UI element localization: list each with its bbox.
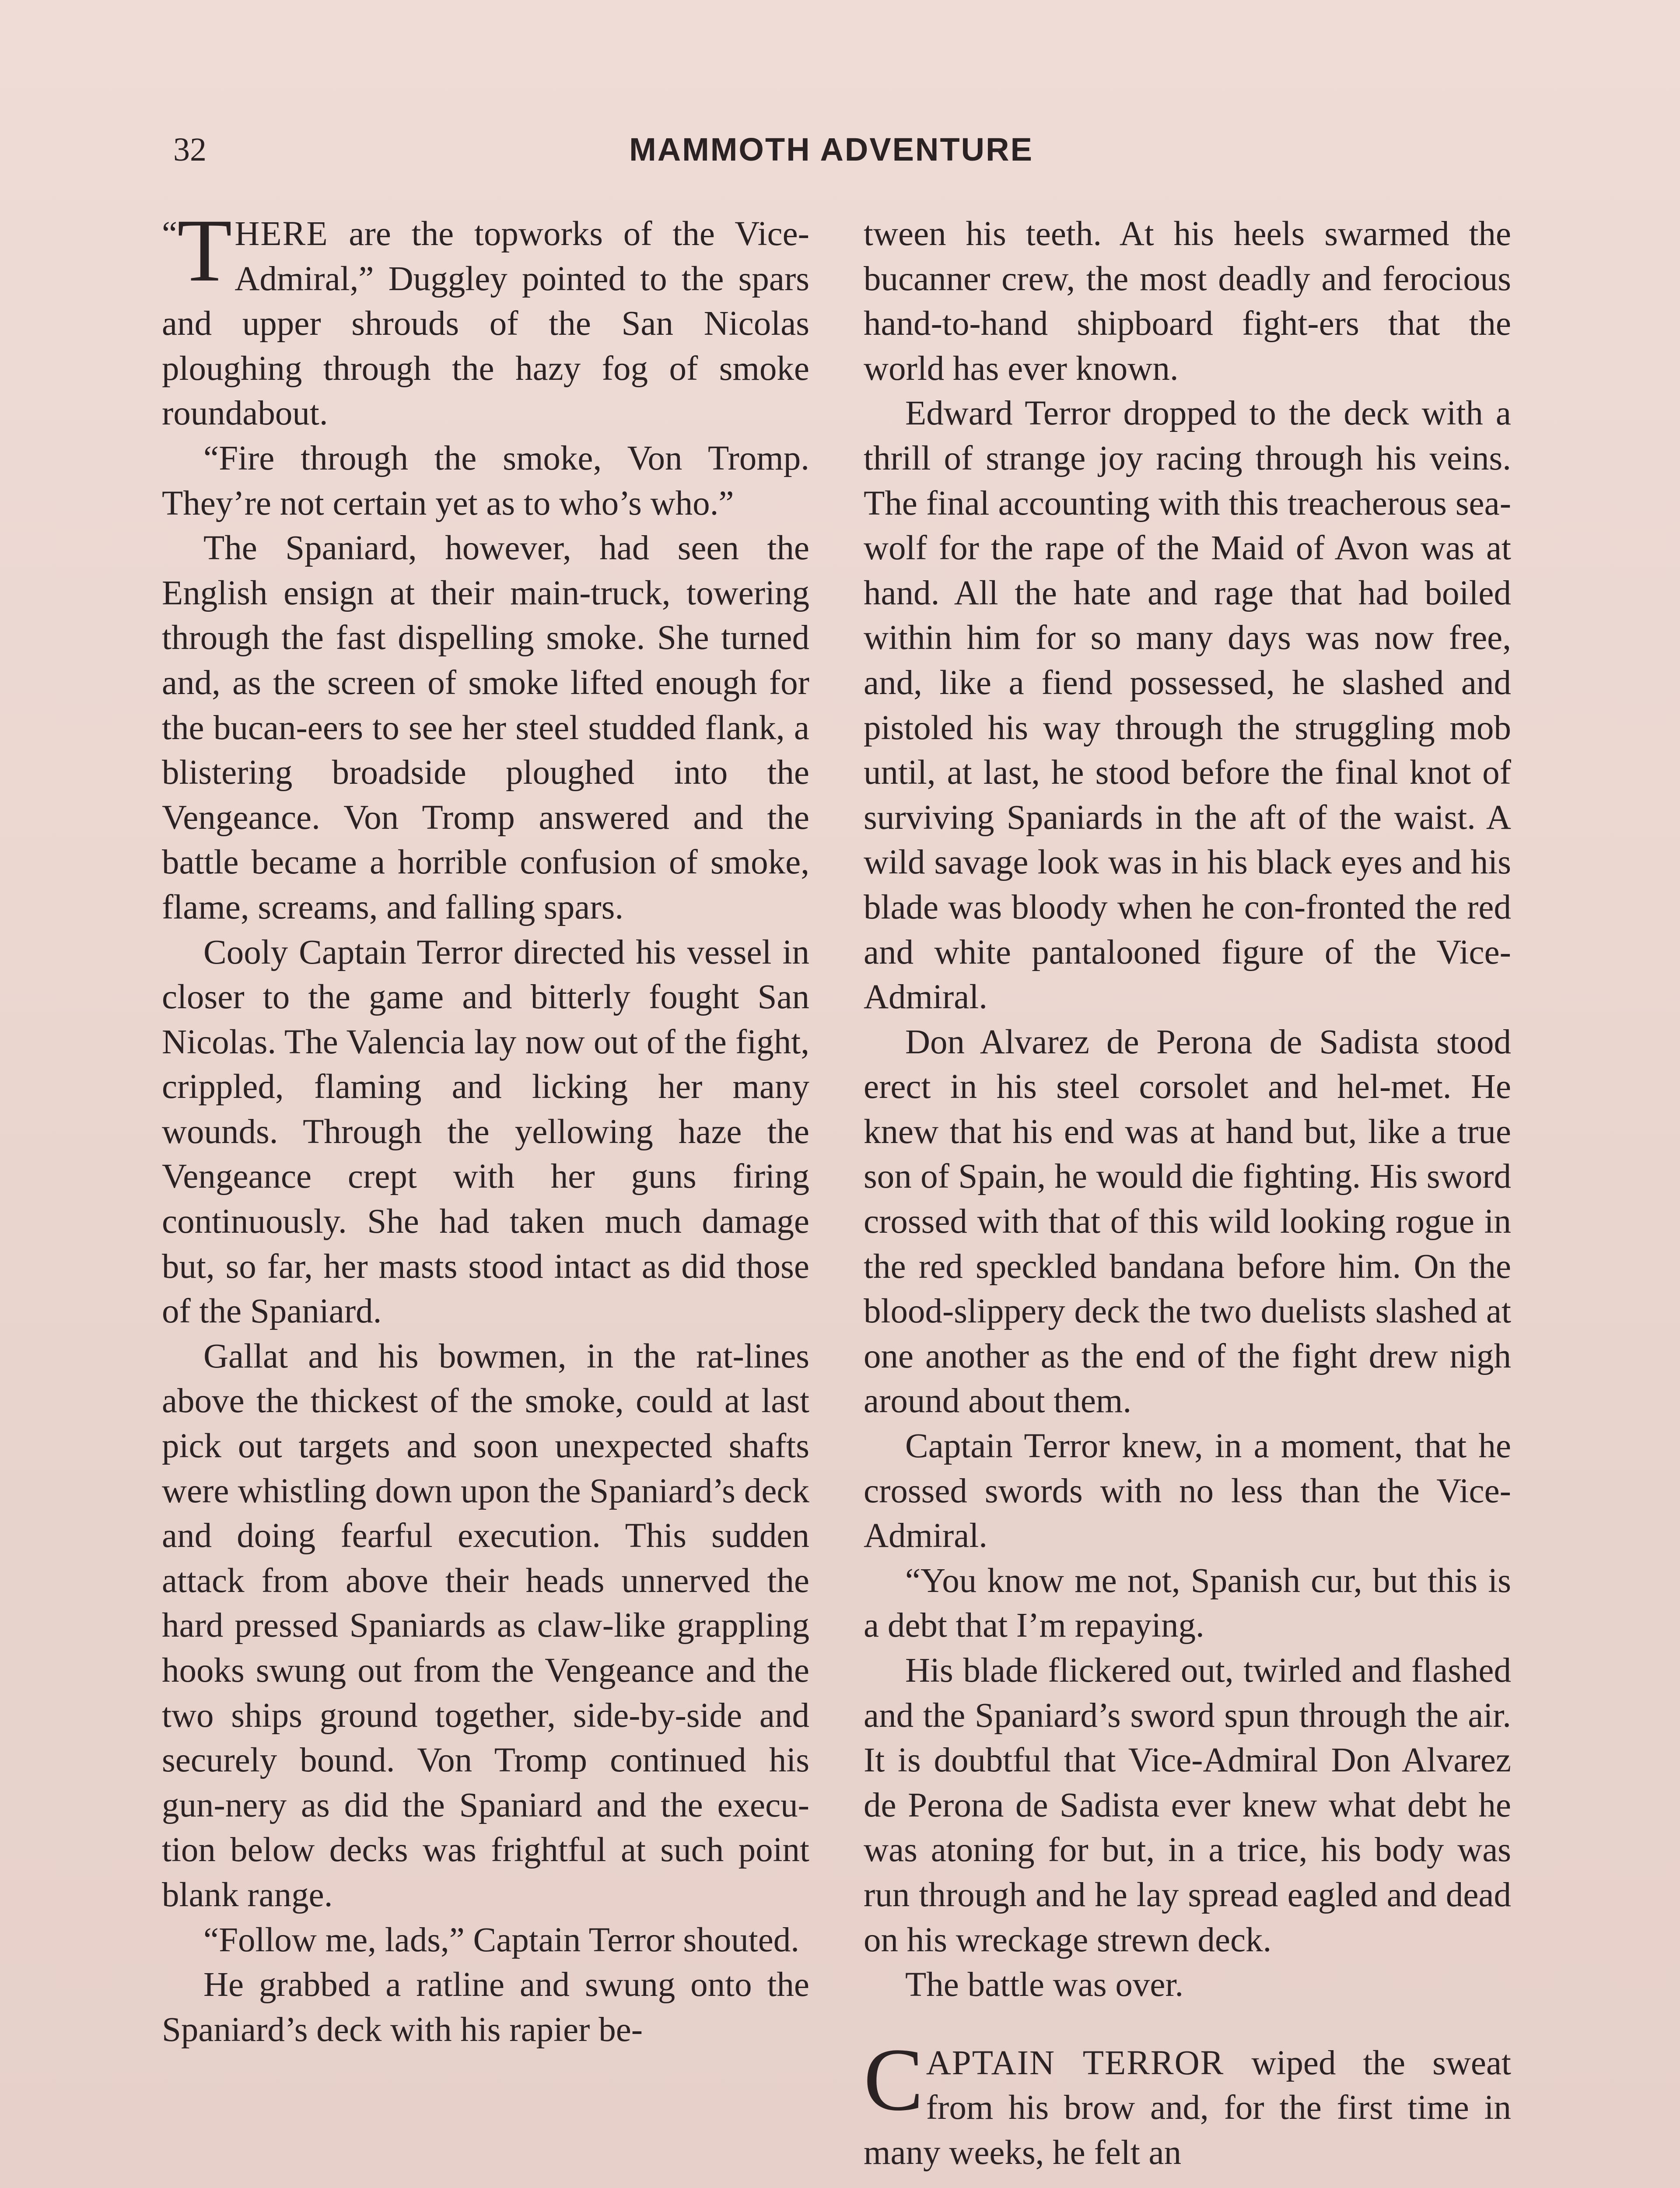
paragraph: Edward Terror dropped to the deck with a thrill of strange joy racing through his veins. The final accounting with this treacherous sea-wolf for the rape of the Maid of Avon was at hand. All the hate and rage that had boiled within him for so many days was now free, and, like a fiend possessed, he slashed and pistoled his way through the struggling mob until, at last, he stood before the final knot of surviving Spaniards in the aft of the waist. A wild savage look was in his black eyes and his blade was bloody when he con-fronted the red and white pantalooned figure of the Vice-Admiral.: [864, 394, 1511, 1017]
left-column: [162, 201, 809, 2052]
continued-paragraph: tween his teeth. At his heels swarmed the bucanner crew, the most deadly and ferocious hand-to-hand shipboard fight-ers that the world has ever known.: [864, 215, 1511, 388]
opening-quote-mark: “: [162, 215, 178, 253]
opening-text: are the topworks of the Vice-Admiral,” Duggley pointed to the spars and upper shrouds of the San Nicolas ploughing through the hazy fog of smoke roundabout.: [162, 215, 809, 433]
opening-caps-word: HERE: [234, 215, 329, 253]
page-number: 32: [173, 131, 206, 168]
right-column: [864, 212, 1511, 2176]
section-opening-paragraph: [864, 2030, 1511, 2176]
paragraph: Gallat and his bowmen, in the rat-lines above the thickest of the smoke, could at last pick out targets and soon unexpected shafts were whistling down upon the Spaniard’s deck and doing fearful execution. This sudden attack from above their heads unnerved the hard pressed Spaniards as claw-like grappling hooks swung out from the Vengeance and the two ships ground together, side-by-side and securely bound. Von Tromp continued his gun-nery as did the Spaniard and the execu-tion below decks was frightful at such point blank range.: [162, 1337, 809, 1914]
opening-paragraph: [162, 201, 809, 436]
running-title: MAMMOTH ADVENTURE: [629, 131, 1033, 168]
paragraph: He grabbed a ratline and swung onto the Spaniard’s deck with his rapier be-: [162, 1966, 809, 2049]
paragraph: “Fire through the smoke, Von Tromp. They’re not certain yet as to who’s who.”: [162, 439, 809, 522]
section-caps-words: APTAIN TERROR: [926, 2044, 1225, 2082]
paragraph: Cooly Captain Terror directed his vessel in closer to the game and bitterly fought San Nicolas. The Valencia lay now out of the fight, crippled, flaming and licking her many wounds. Through the yellowing haze the Vengeance crept with her guns firing continuously. She had taken much damage but, so far, her masts stood intact as did those of the Spaniard.: [162, 933, 809, 1331]
paragraph: Don Alvarez de Perona de Sadista stood erect in his steel corsolet and hel-met. He knew that his end was at hand but, like a true son of Spain, he would die fighting. His sword crossed with that of this wild looking rogue in the red speckled bandana before him. On the blood-slippery deck the two duelists slashed at one another as the end of the fight drew nigh around about them.: [864, 1023, 1511, 1420]
paragraph: The Spaniard, however, had seen the English ensign at their main-truck, towering through the fast dispelling smoke. She turned and, as the screen of smoke lifted enough for the bucan-eers to see her steel studded flank, a blistering broadside ploughed into the Vengeance. Von Tromp answered and the battle became a horrible confusion of smoke, flame, screams, and falling spars.: [162, 529, 809, 926]
paragraph: “You know me not, Spanish cur, but this is a debt that I’m repaying.: [864, 1561, 1511, 1645]
paragraph: His blade flickered out, twirled and flashed and the Spaniard’s sword spun through the air. It is doubtful that Vice-Admiral Don Alvarez de Perona de Sadista ever knew what debt he was atoning for but, in a trice, his body was run through and he lay spread eagled and dead on his wreckage strewn deck.: [864, 1652, 1511, 1959]
drop-cap: T: [177, 201, 232, 300]
drop-cap: C: [864, 2030, 924, 2129]
paragraph: Captain Terror knew, in a moment, that he crossed swords with no less than the Vice-Admiral.: [864, 1427, 1511, 1555]
paragraph: “Follow me, lads,” Captain Terror shouted.: [203, 1921, 800, 1959]
section-opening-text: wiped the sweat from his brow and, for the first time in many weeks, he felt an: [864, 2044, 1511, 2172]
paragraph: The battle was over.: [905, 1966, 1184, 2004]
